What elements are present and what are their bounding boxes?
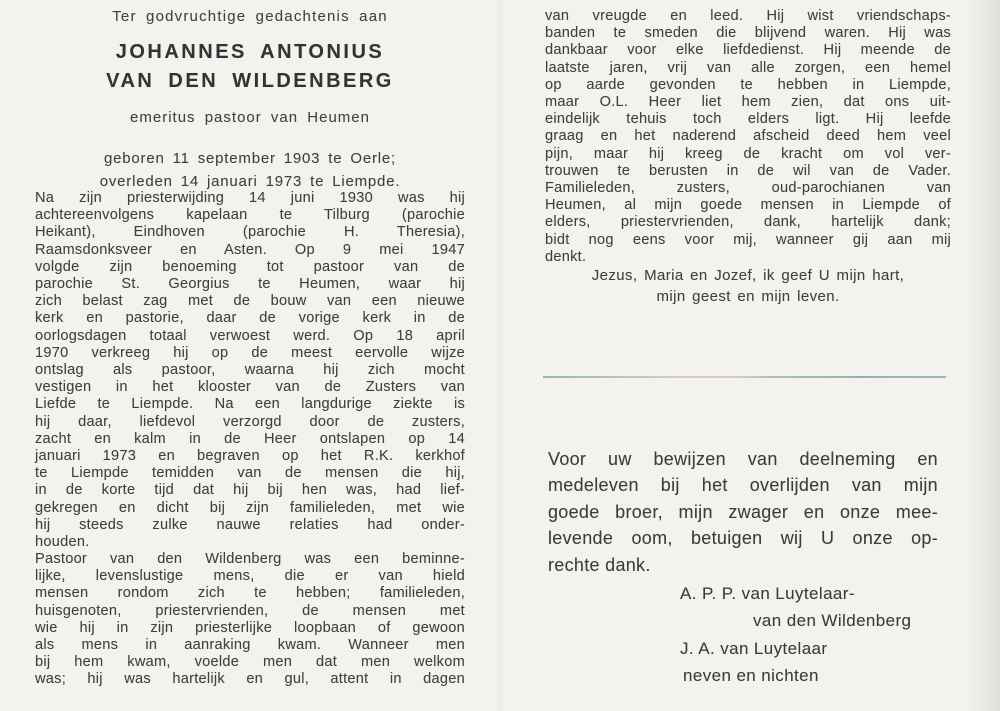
text-line: Jezus, Maria en Jozef, ik geef U mijn hart,: [591, 267, 905, 284]
text-line: huisgenoten, priestervrienden, de mensen met: [35, 602, 465, 619]
deceased-name: [35, 38, 465, 96]
text-line: denkt.: [545, 248, 587, 265]
text-line: januari 1973 en begraven op het R.K. kerkhof: [35, 448, 465, 465]
text-line: medeleven bij het overlijden van mijn: [548, 475, 938, 496]
text-line: Voor uw bewijzen van deelneming en: [548, 449, 938, 469]
text-line: Heumen, al mijn goede mensen in Liempde of: [545, 197, 951, 214]
text-line: zacht en kalm in de Heer ontslapen op 14: [35, 430, 465, 447]
text-line: in de korte tijd dat hij bij hen was, had lief-: [35, 482, 465, 499]
text-line: wie hij in zijn priesterlijke loopbaan of gewoon: [35, 619, 465, 636]
text-line: levende oom, betuigen wij U onze op-: [548, 528, 938, 549]
card-header: [35, 8, 465, 193]
text-line: vestigen in het klooster van de Zusters van: [35, 379, 465, 396]
deceased-title: emeritus pastoor van Heumen: [130, 109, 370, 126]
text-line: bij hem kwam, voelde men dat men welkom: [35, 654, 465, 671]
text-line: op aarde gevonden te hebben in Liempde,: [545, 76, 951, 93]
text-line: Liefde te Liempde. Na een langdurige ziekte is: [35, 396, 465, 413]
section-divider: [543, 376, 946, 378]
biography-paragraph-2: [35, 551, 465, 689]
text-line: gekregen en dicht bij zijn familieleden, met wie: [35, 499, 465, 516]
text-line: banden te smeden die blijvend waren. Hij was: [545, 25, 951, 42]
text-line: Heikant), Eindhoven (parochie H. Theresia),: [35, 224, 465, 241]
text-line: Familieleden, zusters, oud-parochianen van: [545, 180, 951, 197]
text-line: eindelijk tehuis toch elders ligt. Hij leefde: [545, 111, 951, 128]
text-line: kerk en pastorie, daar de vorige kerk in de: [35, 310, 465, 327]
text-line: volgde zijn benoeming tot pastoor van de: [35, 258, 465, 275]
text-line: houden.: [35, 534, 90, 551]
text-line: mensen rondom zich te hebben; familieleden,: [35, 585, 465, 602]
text-line: 1970 verkreeg hij op de meest eervolle wijze: [35, 344, 465, 361]
life-dates: [35, 147, 465, 193]
signature-name-2: J. A. van Luytelaar: [680, 639, 828, 658]
text-line: parochie St. Georgius te Heumen, waar hij: [35, 276, 465, 293]
text-line: te Liempde temidden van de mensen die hij,: [35, 465, 465, 482]
text-line: Raamsdonksveer en Asten. Op 9 mei 1947: [35, 241, 465, 258]
acknowledgement-text: [548, 446, 938, 578]
text-line: hij daar, liefdevol verzorgd door de zusters,: [35, 413, 465, 430]
birth-line: geboren 11 september 1903 te Oerle;: [103, 150, 397, 167]
text-line: achtereenvolgens kapelaan te Tilburg (parochie: [35, 207, 465, 224]
dedication-line: Ter godvruchtige gedachtenis aan: [112, 8, 388, 25]
text-line: rechte dank.: [548, 554, 651, 575]
biography-paragraph-3: [545, 8, 951, 266]
signature-name-1-continued: van den Wildenberg: [753, 611, 912, 630]
prayer-text: [545, 266, 951, 307]
biography-paragraph-1: [35, 190, 465, 551]
text-line: pijn, maar hij kreeg de kracht om vol ver-: [545, 145, 951, 162]
text-line: Pastoor van den Wildenberg was een beminne-: [35, 551, 465, 567]
text-line: zich belast zag met de bouw van een nieuwe: [35, 293, 465, 310]
signature-relation: neven en nichten: [683, 666, 819, 685]
deceased-name-line2: VAN DEN WILDENBERG: [106, 70, 394, 92]
text-line: was; hij was hartelijk en gul, attent in dagen: [35, 671, 465, 688]
text-line: trouwen te berusten in de wil van de Vader.: [545, 162, 951, 179]
text-line: goede broer, mijn zwager en onze mee-: [548, 501, 938, 522]
text-line: lijke, levenslustige mens, die er van hield: [35, 568, 465, 585]
signature-name-1: A. P. P. van Luytelaar-: [680, 584, 855, 603]
text-line: van vreugde en leed. Hij wist vriendschaps-: [545, 8, 951, 24]
text-line: hij steeds zulke nauwe relaties had onder-: [35, 516, 465, 533]
text-line: maar O.L. Heer liet hem zien, dat ons uit-: [545, 94, 951, 111]
text-line: laatste jaren, vrij van alle zorgen, een hemel: [545, 59, 951, 76]
text-line: ontslag als pastoor, waarna hij zich mocht: [35, 362, 465, 379]
text-line: graag en het naderend afscheid deed hem veel: [545, 128, 951, 145]
deceased-name-line1: JOHANNES ANTONIUS: [115, 41, 385, 63]
text-line: elders, priestervrienden, dank, hartelijk dank;: [545, 214, 951, 231]
text-line: mijn geest en mijn leven.: [656, 287, 840, 305]
death-line: overleden 14 januari 1973 te Liempde.: [99, 173, 401, 190]
text-line: dankbaar voor elke liefdedienst. Hij meende de: [545, 42, 951, 59]
text-line: oorlogsdagen totaal verwoest werd. Op 18 april: [35, 327, 465, 344]
text-line: bidt nog eens voor mij, wanneer gij aan mij: [545, 231, 951, 248]
text-line: Na zijn priesterwijding 14 juni 1930 was hij: [35, 190, 465, 206]
text-line: als mens in aanraking kwam. Wanneer men: [35, 637, 465, 654]
